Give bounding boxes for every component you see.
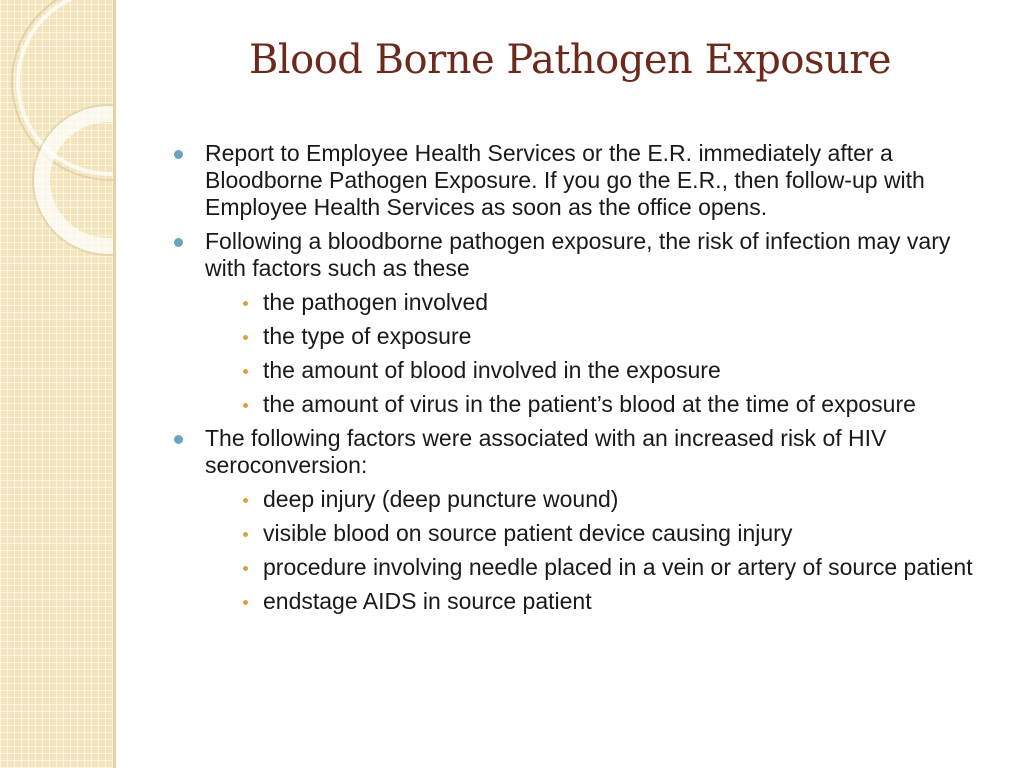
bullet-dot-icon <box>174 150 183 159</box>
sub-bullet-dot-icon <box>243 301 248 306</box>
decorative-side-panel <box>0 0 113 768</box>
side-divider <box>113 0 116 768</box>
sub-bullet-item <box>170 486 990 513</box>
sub-bullet-text: visible blood on source patient device causing injury <box>263 520 793 546</box>
sub-bullet-text: endstage AIDS in source patient <box>263 588 592 614</box>
bullet-dot-icon <box>174 238 183 247</box>
bullet-text: Following a bloodborne pathogen exposure, the risk of infection may vary with factors such as these <box>205 228 951 281</box>
sub-bullet-text: deep injury (deep puncture wound) <box>263 486 619 512</box>
bullet-item <box>170 425 990 479</box>
sub-bullet-item <box>170 357 990 384</box>
sub-bullet-item <box>170 323 990 350</box>
bullet-item <box>170 228 990 282</box>
sub-bullet-text: the pathogen involved <box>263 289 489 315</box>
bullet-dot-icon <box>174 435 183 444</box>
sub-bullet-dot-icon <box>243 498 248 503</box>
sub-bullet-dot-icon <box>243 369 248 374</box>
sub-bullet-text: the amount of blood involved in the exposure <box>263 357 721 383</box>
sub-bullet-item <box>170 588 990 615</box>
sub-bullet-dot-icon <box>243 600 248 605</box>
sub-bullet-text: the type of exposure <box>263 323 472 349</box>
sub-bullet-dot-icon <box>243 532 248 537</box>
sub-bullet-item <box>170 289 990 316</box>
sub-bullet-item <box>170 520 990 547</box>
bullet-text: Report to Employee Health Services or the E.R. immediately after a Bloodborne Pathogen Exposure. If you go the E.R., then follow-up with Employee Health Services as soon as the office opens. <box>205 140 925 220</box>
sub-bullet-dot-icon <box>243 335 248 340</box>
sub-bullet-item <box>170 554 990 581</box>
bullet-text: The following factors were associated with an increased risk of HIV seroconversion: <box>205 425 887 478</box>
slide-body <box>170 140 990 622</box>
sub-bullet-dot-icon <box>243 566 248 571</box>
slide-title: Blood Borne Pathogen Exposure <box>248 37 892 83</box>
sub-bullet-dot-icon <box>243 403 248 408</box>
decorative-rings-icon <box>0 0 113 768</box>
bullet-item <box>170 140 990 221</box>
sub-bullet-text: procedure involving needle placed in a vein or artery of source patient <box>263 554 973 580</box>
sub-bullet-text: the amount of virus in the patient’s blood at the time of exposure <box>263 391 916 417</box>
sub-bullet-item <box>170 391 990 418</box>
